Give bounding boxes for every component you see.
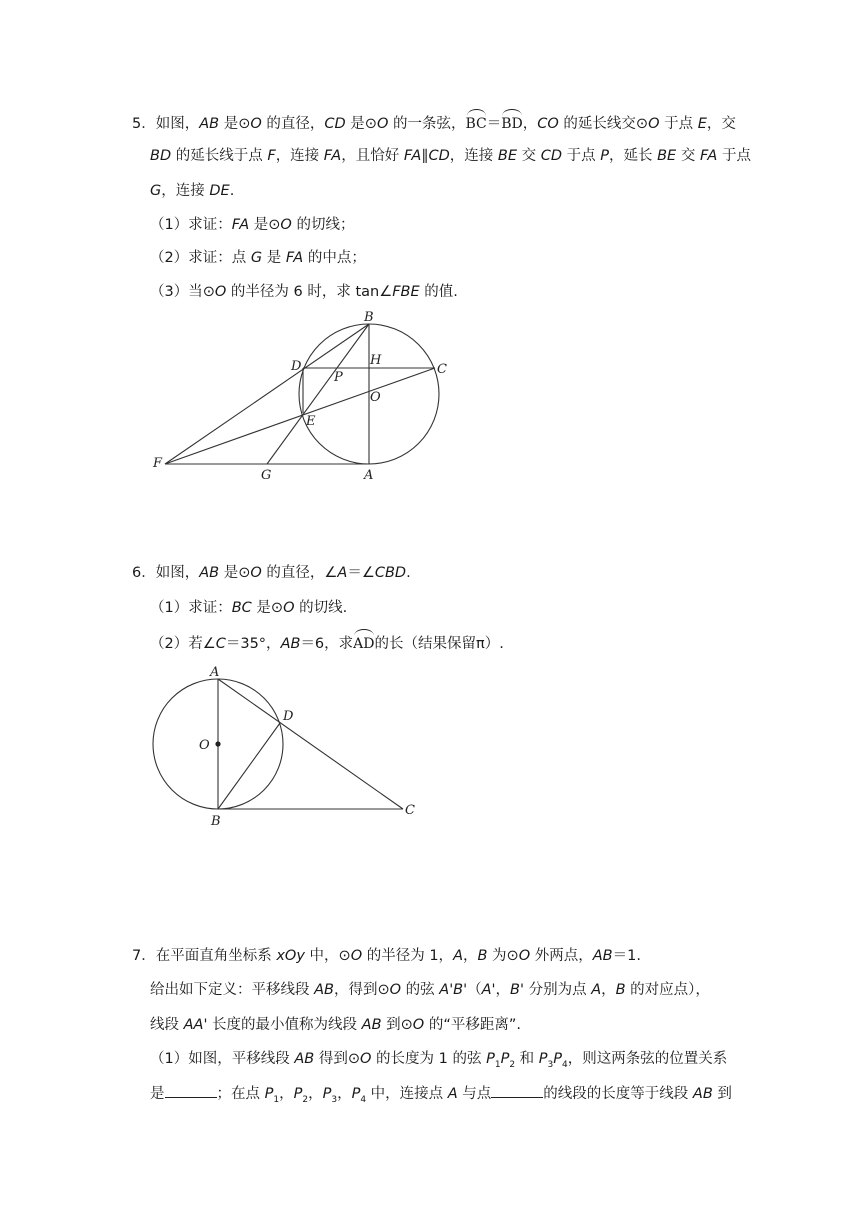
text: 的值. [419, 284, 458, 300]
text: 5．如图， [132, 116, 200, 132]
text: FA [231, 217, 250, 233]
text: 中，⊙ [304, 948, 351, 964]
text: ，则这两条弦的位置关系 [567, 1051, 728, 1067]
text: FBE [392, 284, 420, 300]
text: G [150, 183, 162, 199]
text: ，连接 [275, 148, 324, 164]
arc-bc: BC [466, 112, 487, 134]
text: ＝1. [612, 948, 641, 964]
text: O [214, 284, 227, 300]
text: 的长度为 1 的弦 [371, 1051, 487, 1067]
text: （2）若∠ [150, 636, 216, 652]
text: ， [279, 1086, 294, 1102]
text: DE [209, 183, 230, 199]
text: ， [462, 948, 478, 964]
text: 线段 [150, 1017, 184, 1033]
q7-sub1 [150, 1049, 727, 1075]
text: BE [657, 148, 677, 164]
text: 6．如图， [132, 565, 200, 581]
text: 是 [150, 1086, 165, 1102]
text: 1 [273, 1094, 280, 1105]
text: AB [199, 565, 220, 581]
text: ， [601, 982, 616, 998]
text: O [250, 116, 262, 132]
arc-ad: AD [353, 632, 374, 654]
text: 的中点； [303, 250, 366, 266]
text: CBD [374, 565, 407, 581]
text: ∥ [421, 148, 429, 164]
text: AB [314, 982, 334, 998]
text: A' [481, 982, 496, 998]
q6-label-c: C [405, 803, 415, 818]
text: FA [403, 148, 422, 164]
text: AB [361, 1017, 382, 1033]
text: 是 [262, 250, 286, 266]
text: AB [592, 948, 613, 964]
text: 2 [302, 1094, 309, 1105]
q5-label-h: H [370, 353, 382, 368]
text: B' [510, 982, 524, 998]
text: 于点 [562, 148, 601, 164]
text: P [264, 1086, 274, 1102]
text: B [615, 982, 626, 998]
q5-label-c: C [437, 362, 447, 377]
text: AB [199, 116, 220, 132]
text: 的线段的长度等于线段 [543, 1086, 693, 1102]
text: O [250, 565, 262, 581]
text: P [322, 1086, 332, 1102]
text: 的长（结果保留π）. [374, 636, 504, 652]
text: 的直径，∠ [261, 565, 338, 581]
text: 的“平移距离”. [424, 1017, 521, 1033]
q6-label-a: A [210, 665, 220, 680]
text: ，得到⊙ [333, 982, 390, 998]
text: P [486, 1051, 495, 1067]
text: CD [428, 148, 450, 164]
text: 3 [547, 1059, 554, 1070]
q6-center-dot [215, 741, 220, 746]
text: 到 [712, 1086, 732, 1102]
q5-label-f: F [153, 456, 163, 471]
text: 交 [517, 148, 541, 164]
text: BE [497, 148, 518, 164]
q5-label-a: A [364, 468, 374, 483]
text: O [389, 982, 402, 998]
text: 3 [331, 1094, 338, 1105]
text: 的直径， [261, 116, 325, 132]
q5-label-b: B [364, 310, 374, 325]
text: O [412, 1017, 425, 1033]
text: ＝∠ [347, 565, 375, 581]
text: ， [308, 1086, 323, 1102]
text: O [283, 600, 295, 616]
text: A [453, 948, 463, 964]
text: P [351, 1086, 361, 1102]
answer-blank-1[interactable] [165, 1083, 217, 1098]
q6-line-ac [218, 679, 403, 809]
text: P [600, 148, 609, 164]
text: 的半径为 6 时，求 tan∠ [226, 284, 393, 300]
text: 是⊙ [345, 116, 377, 132]
text: B [477, 948, 488, 964]
text: O [350, 948, 363, 964]
text: BC [231, 600, 252, 616]
q5-label-p: P [334, 370, 343, 385]
text: 外两点， [530, 948, 593, 964]
text: P [293, 1086, 303, 1102]
text: O [280, 217, 292, 233]
text: 得到⊙ [314, 1051, 360, 1067]
text: 是⊙ [249, 217, 281, 233]
text: ＝ [486, 116, 502, 132]
text: ＝6，求 [300, 636, 354, 652]
text: O [518, 948, 531, 964]
q5-label-o: O [370, 390, 381, 405]
text: O [359, 1051, 372, 1067]
text: A [591, 982, 602, 998]
text: （1）求证： [150, 217, 232, 233]
text: ，交 [706, 116, 736, 132]
text: P [553, 1051, 562, 1067]
text: ， [337, 1086, 352, 1102]
text: ；在点 [216, 1086, 265, 1102]
text: 于点 [659, 116, 698, 132]
text: BD [150, 148, 172, 164]
text: ，延长 [609, 148, 658, 164]
q6-label-d: D [283, 709, 294, 724]
text: 分别为点 [523, 982, 592, 998]
text: P [500, 1051, 510, 1067]
text: （3）当⊙ [150, 284, 215, 300]
text: 是⊙ [219, 116, 251, 132]
text: E [697, 116, 707, 132]
text: 的延长线交⊙ [558, 116, 649, 132]
text: A'B' [439, 982, 468, 998]
text: CO [537, 116, 559, 132]
text: 的延长线于点 [171, 148, 268, 164]
text: C [215, 636, 226, 652]
text: （ [467, 982, 482, 998]
text: 4 [562, 1059, 568, 1070]
text: （2）求证：点 [150, 250, 251, 266]
text: 和 [515, 1051, 539, 1067]
q5-label-g: G [261, 468, 272, 483]
text: 的切线； [291, 217, 355, 233]
text: 中，连接点 [366, 1086, 448, 1102]
text: 于点 [717, 148, 751, 164]
text: 是⊙ [251, 600, 284, 616]
text: （1）如图，平移线段 [150, 1051, 295, 1067]
text: 交 [676, 148, 700, 164]
text: 长度的最小值称为线段 [207, 1017, 362, 1033]
q7-line3 [150, 1015, 521, 1035]
text: 到⊙ [381, 1017, 413, 1033]
text: . [229, 183, 235, 199]
text: 的半径为 1， [362, 948, 454, 964]
text: ＝35°， [225, 636, 281, 652]
text: G [250, 250, 263, 266]
text: 的对应点）， [625, 982, 710, 998]
text: AB [692, 1086, 713, 1102]
text: ， [522, 116, 538, 132]
text: 的一条弦， [388, 116, 466, 132]
text: 给出如下定义：平移线段 [150, 982, 315, 998]
text: 为⊙ [487, 948, 519, 964]
text: FA [285, 250, 304, 266]
q7-line1 [132, 946, 641, 966]
q6-line-bd [218, 723, 280, 809]
text: 1 [494, 1059, 501, 1070]
q6-label-o: O [199, 738, 210, 753]
text: 4 [360, 1094, 367, 1105]
text: 2 [509, 1059, 516, 1070]
text: 的切线. [294, 600, 348, 616]
q7-line2 [150, 980, 710, 1000]
text: ，连接 [449, 148, 498, 164]
text: CD [540, 148, 563, 164]
text: AA' [183, 1017, 208, 1033]
text: 7．在平面直角坐标系 [132, 948, 277, 964]
answer-blank-2[interactable] [491, 1083, 543, 1098]
text: F [267, 148, 276, 164]
q6-label-b: B [211, 814, 221, 829]
text: AB [294, 1051, 315, 1067]
arc-bd: BD [501, 112, 523, 134]
q5-label-d: D [291, 359, 302, 374]
text: ，连接 [161, 183, 210, 199]
text: A [447, 1086, 458, 1102]
text: （1）求证： [150, 600, 232, 616]
text: AB [280, 636, 301, 652]
text: P [538, 1051, 548, 1067]
text: O [648, 116, 660, 132]
text: A [337, 565, 348, 581]
q5-label-e: E [306, 414, 316, 429]
text: FA [699, 148, 718, 164]
text: FA [323, 148, 342, 164]
text: . [406, 565, 411, 581]
q7-line5 [150, 1083, 732, 1110]
text: CD [324, 116, 346, 132]
text: ， [495, 982, 511, 998]
text: ，且恰好 [341, 148, 404, 164]
text: O [376, 116, 389, 132]
text: 与点 [457, 1086, 492, 1102]
text: xOy [276, 948, 305, 964]
text: 的弦 [401, 982, 440, 998]
text: 是⊙ [219, 565, 251, 581]
